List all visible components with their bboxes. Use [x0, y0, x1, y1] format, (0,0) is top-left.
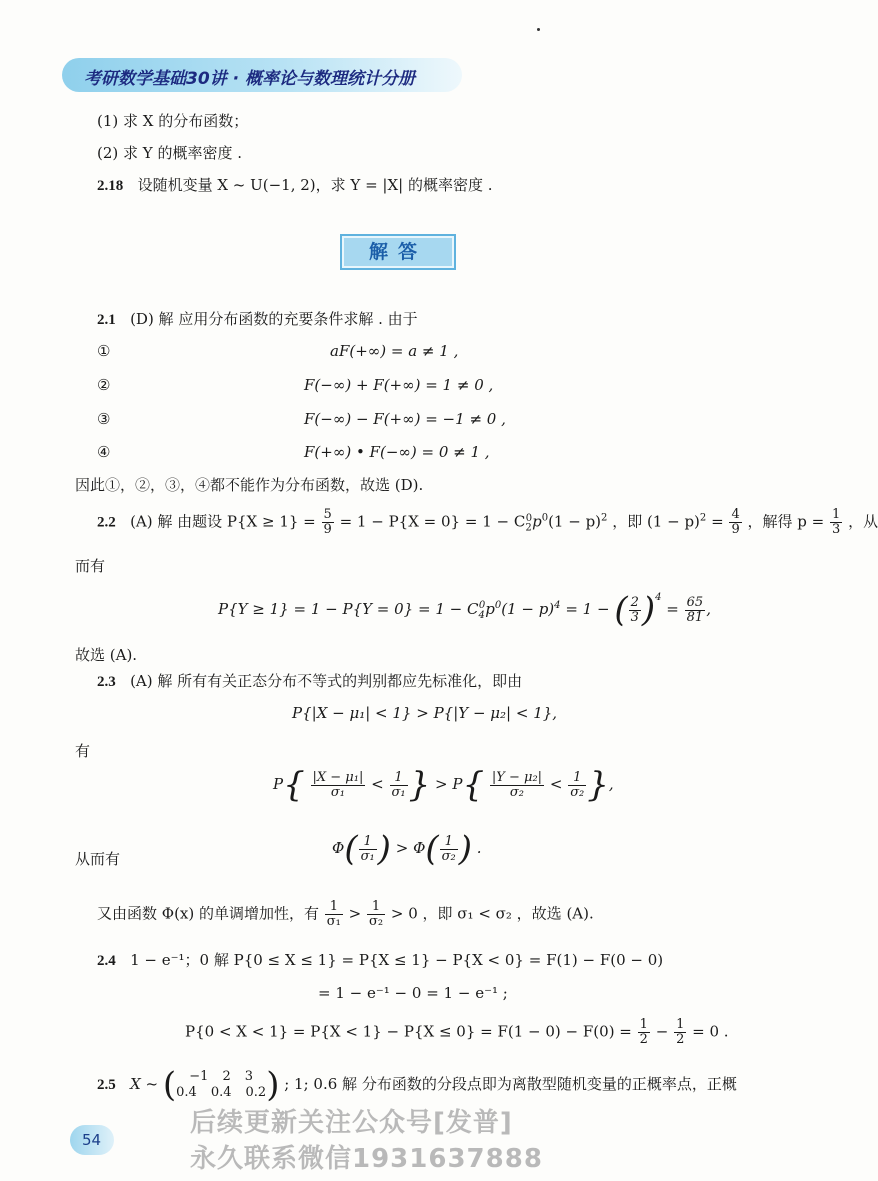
solution-2-2-line2: 而有	[75, 557, 106, 575]
fraction	[311, 771, 366, 800]
solution-2-1-head	[97, 308, 418, 329]
marker-3: ③	[97, 410, 111, 428]
solution-2-4-line1	[97, 949, 663, 970]
den: 3	[832, 522, 841, 537]
num: 1	[367, 900, 385, 915]
watermark-line-2: 永久联系微信1931637888	[190, 1144, 543, 1174]
text: ,	[706, 600, 711, 618]
paren-left: (	[344, 829, 358, 869]
text: (A) 解 由题设 P{X ≥ 1} =	[130, 512, 316, 531]
page-number-badge	[70, 1125, 114, 1155]
text: = 1 −	[565, 600, 610, 618]
paren-left: (	[162, 1065, 177, 1105]
text: > P	[435, 775, 463, 793]
solution-number: 2.1	[97, 312, 116, 328]
den: 2	[639, 1032, 648, 1047]
text: = 0 .	[692, 1022, 729, 1041]
fraction-1-2	[638, 1018, 650, 1047]
marker-1: ①	[97, 342, 111, 360]
speck	[537, 28, 540, 31]
sup: 2	[601, 512, 608, 524]
num: 4	[731, 507, 740, 522]
marker-4: ④	[97, 443, 111, 461]
header-title: 考研数学基础30讲 · 概率论与数理统计分册	[84, 69, 415, 89]
problem-part-1: (1) 求 X 的分布函数；	[97, 112, 249, 130]
fraction	[390, 771, 408, 800]
num: |Y − μ₂|	[491, 769, 543, 785]
problem-number: 2.18	[97, 178, 124, 194]
text: .	[476, 839, 482, 857]
word-fromthus: 从而有	[75, 850, 121, 868]
num: 1	[440, 835, 458, 850]
text: >	[395, 839, 409, 857]
problem-part-2: (2) 求 Y 的概率密度 .	[97, 144, 242, 162]
fraction-5-9	[322, 508, 334, 537]
text: p	[532, 512, 542, 531]
num: |X − μ₁|	[312, 769, 364, 785]
text: P{0 < X < 1} = P{X < 1} − P{X ≤ 0} = F(1 − 0) − F(0) =	[185, 1022, 632, 1041]
sup: 0	[541, 512, 549, 524]
cell: 2	[222, 1069, 231, 1084]
sup: 0	[525, 512, 533, 524]
den: σ₂	[369, 914, 384, 929]
cell: 3	[244, 1069, 254, 1084]
text: Φ	[413, 839, 426, 857]
text: (1 − p)	[548, 512, 602, 531]
solution-2-3-eq2	[273, 765, 614, 805]
paren-left: (	[614, 590, 628, 630]
text: X ~	[130, 1075, 159, 1093]
text: =	[666, 600, 679, 618]
den: 2	[676, 1032, 685, 1047]
den: σ₁	[330, 784, 345, 800]
paren-left: (	[425, 829, 439, 869]
brace-right: }	[408, 765, 431, 805]
num: 1	[676, 1017, 685, 1032]
num: 1	[390, 771, 408, 786]
den: σ₂	[441, 848, 456, 864]
text: > 0 ，即 σ₁ < σ₂ ，故选 (A).	[390, 904, 594, 923]
equation-1: aF(+∞) = a ≠ 1 ,	[330, 342, 459, 360]
solution-2-3-monotone	[97, 900, 594, 929]
word-you: 有	[75, 742, 91, 760]
cell: 0.2	[245, 1085, 267, 1100]
text: ，解得 p =	[747, 512, 825, 531]
text: >	[348, 904, 362, 923]
den: σ₂	[509, 784, 524, 800]
text: ，即 (1 − p)	[612, 512, 700, 531]
num: 1	[832, 507, 841, 522]
num: 1	[359, 835, 377, 850]
cell: −1	[189, 1069, 209, 1084]
fraction	[325, 900, 343, 929]
text: ,	[608, 775, 614, 793]
paren-right: )	[377, 829, 391, 869]
den: σ₁	[360, 848, 375, 864]
cell: 0.4	[210, 1085, 232, 1100]
sup: 4	[655, 592, 662, 603]
text: P	[273, 775, 284, 793]
solution-2-4-line2: = 1 − e⁻¹ − 0 = 1 − e⁻¹ ;	[318, 984, 508, 1002]
den: σ₁	[326, 914, 341, 929]
paren-right: )	[458, 829, 473, 869]
text: <	[371, 775, 384, 793]
paren-right: )	[266, 1065, 280, 1105]
sup: 4	[554, 600, 561, 611]
paren-right: )	[641, 590, 656, 630]
sub: 4	[478, 610, 485, 621]
text: = 1 − P{X = 0} = 1 − C	[339, 512, 526, 531]
text: P{Y ≥ 1} = 1 − P{Y = 0} = 1 − C	[218, 600, 479, 618]
sup: 0	[478, 600, 486, 611]
text: ; 1; 0.6 解 分布函数的分段点即为离散型随机变量的正概率点，正概	[284, 1075, 737, 1093]
solution-number: 2.2	[97, 514, 116, 531]
text: −	[655, 1022, 669, 1041]
solution-2-1-conclusion: 因此①，②，③，④都不能作为分布函数，故选 (D).	[75, 476, 424, 494]
cell: 0.4	[176, 1085, 197, 1100]
num: 5	[323, 507, 332, 522]
matrix-row-probabilities	[176, 1085, 266, 1101]
fraction-2-3	[629, 596, 641, 625]
brace-left: {	[462, 765, 485, 805]
text: =	[711, 512, 724, 531]
text: (1 − p)	[501, 600, 555, 618]
marker-2: ②	[97, 376, 111, 394]
solution-2-2-conclusion: 故选 (A).	[75, 646, 138, 664]
page-number: 54	[82, 1131, 102, 1149]
text: ，从	[848, 512, 878, 531]
den: σ₁	[391, 784, 406, 800]
solution-2-3-head	[97, 670, 522, 691]
solution-2-2-equation	[218, 590, 711, 630]
den: 9	[731, 522, 740, 537]
sub: 2	[525, 522, 532, 534]
solution-text: (A) 解 所有有关正态分布不等式的判别都应先标准化，即由	[130, 672, 523, 690]
solution-2-2-line1	[97, 508, 878, 537]
solution-2-3-eq3	[332, 829, 482, 869]
fraction-4-9	[729, 508, 741, 537]
den: 3	[630, 609, 639, 625]
sup: 2	[699, 512, 707, 524]
solution-2-4-line3	[185, 1018, 729, 1047]
fraction	[568, 771, 586, 800]
solution-2-3-eq1: P{|X − μ₁| < 1} > P{|Y − μ₂| < 1},	[292, 704, 558, 722]
solution-number: 2.3	[97, 674, 116, 690]
equation-4: F(+∞) • F(−∞) = 0 ≠ 1 ,	[304, 443, 490, 461]
equation-3: F(−∞) − F(+∞) = −1 ≠ 0 ,	[304, 410, 506, 428]
text: Φ	[332, 839, 345, 857]
solution-number: 2.5	[97, 1077, 116, 1093]
fraction-1-3	[830, 508, 842, 537]
text: <	[549, 775, 563, 793]
fraction	[490, 771, 544, 800]
num: 1	[325, 900, 343, 915]
fraction-1-2	[674, 1018, 686, 1047]
distribution-matrix	[176, 1069, 266, 1101]
solution-2-5-line1	[97, 1065, 737, 1105]
num: 65	[686, 594, 704, 610]
brace-left: {	[283, 765, 305, 805]
brace-right: }	[587, 765, 609, 805]
num: 1	[639, 1017, 648, 1032]
text: 又由函数 Φ(x) 的单调增加性，有	[97, 904, 319, 923]
den: 81	[686, 609, 704, 625]
den: σ₂	[570, 784, 585, 800]
num: 2	[630, 594, 639, 610]
fraction	[440, 835, 458, 864]
solution-number: 2.4	[97, 953, 116, 969]
den: 9	[323, 522, 332, 537]
sup: 0	[494, 600, 502, 611]
num: 1	[568, 771, 586, 786]
fraction	[367, 900, 385, 929]
section-heading	[340, 234, 456, 270]
watermark-line-1: 后续更新关注公众号[发普]	[190, 1108, 513, 1138]
equation-2: F(−∞) + F(+∞) = 1 ≠ 0 ,	[304, 376, 494, 394]
fraction-65-81	[685, 596, 706, 625]
text: p	[485, 600, 495, 618]
text: 1 − e⁻¹；0 解 P{0 ≤ X ≤ 1} = P{X ≤ 1} − P{X < 0} = F(1) − F(0 − 0)	[130, 951, 664, 969]
fraction	[359, 835, 377, 864]
problem-218	[97, 174, 493, 195]
solution-text: (D) 解 应用分布函数的充要条件求解 . 由于	[130, 310, 418, 328]
matrix-row-values	[176, 1069, 266, 1085]
problem-text: 设随机变量 X ~ U(−1, 2)，求 Y = |X| 的概率密度 .	[137, 176, 493, 194]
section-title: 解答	[368, 241, 427, 263]
